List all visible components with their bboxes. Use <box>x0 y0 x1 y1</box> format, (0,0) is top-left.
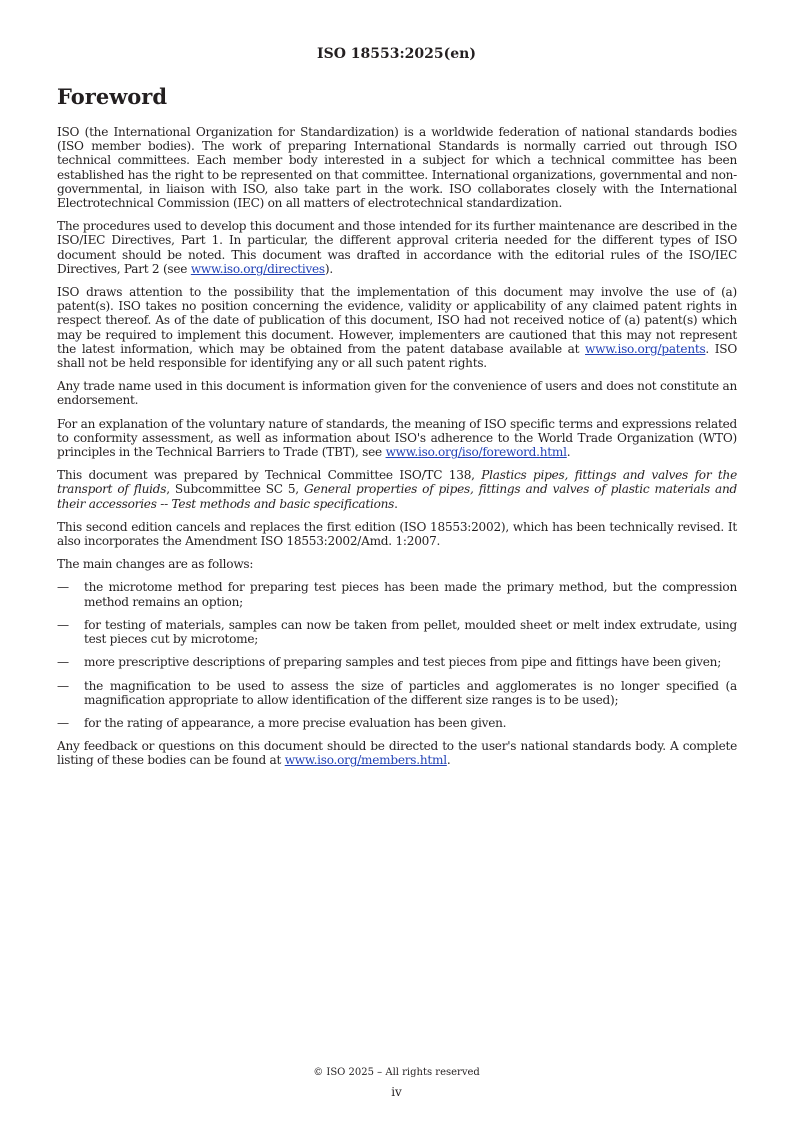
paragraph-text: . <box>446 753 451 768</box>
paragraph-text: The main changes are as follows: <box>57 557 254 572</box>
paragraph-text: . <box>566 445 571 460</box>
paragraph-text: ISO (the International Organization for Standardization) is a worldwide federation of national standards bodies (ISO member bodies). The work of preparing International Standards is normally carried out through ISO technical committees. Each member body interested in a subject for which a technical committee has been established has the right to be represented on that committee. International organizations, governmental and non-governmental, in liaison with ISO, also take part in the work. ISO collaborates closely with the International Electrotechnical Commission (IEC) on all matters of electrotechnical standardization. <box>57 125 737 211</box>
paragraph-text: This document was prepared by Technical Committee ISO/TC 138, <box>57 468 482 483</box>
dash-bullet: — <box>57 580 69 595</box>
list-item-text: the microtome method for preparing test pieces has been made the primary method, but the compression method remains an option; <box>84 580 737 609</box>
paragraph-trade-name <box>57 379 737 407</box>
paragraph-committee <box>57 468 737 511</box>
document-id-header: ISO 18553:2025(en) <box>317 46 476 62</box>
list-item <box>57 618 737 646</box>
paragraph-text: . ISO shall not be held responsible for identifying any or all such patent rights. <box>57 341 738 371</box>
copyright-notice: © ISO 2025 – All rights reserved <box>313 1067 480 1078</box>
paragraph-text: The procedures used to develop this document and those intended for its further maintenance are described in the ISO/IEC Directives, Part 1. In particular, the different approval criteria needed for the different types of ISO document should be noted. This document was drafted in accordance with the editorial rules of the ISO/IEC Directives, Part 2 (see <box>57 219 737 276</box>
foreword-section <box>57 84 737 777</box>
paragraph-text: Any trade name used in this document is information given for the convenience of users and does not constitute an endorsement. <box>57 379 737 408</box>
paragraph-feedback <box>57 739 737 767</box>
link-members[interactable]: www.iso.org/members.html <box>284 753 447 768</box>
page-number: iv <box>391 1085 402 1099</box>
dash-bullet: — <box>57 715 69 730</box>
list-item-text: for the rating of appearance, a more precise evaluation has been given. <box>84 715 507 730</box>
paragraph-procedures <box>57 219 737 276</box>
subcommittee-title: General properties of pipes, fittings and valves of plastic materials and their accessories -- Test methods and basic specifications <box>57 482 738 511</box>
paragraph-text: This second edition cancels and replaces the first edition (ISO 18553:2002), which has been technically revised. It also incorporates the Amendment ISO 18553:2002/Amd. 1:2007. <box>57 519 737 549</box>
list-item <box>57 655 737 669</box>
paragraph-text: ). <box>324 261 333 276</box>
dash-bullet: — <box>57 655 69 670</box>
list-item-text: the magnification to be used to assess the size of particles and agglomerates is no longer specified (a magnification appropriate to allow identification of the different size ranges is to be used); <box>84 678 737 707</box>
link-patents[interactable]: www.iso.org/patents <box>585 341 706 356</box>
paragraph-patents <box>57 285 737 370</box>
list-item <box>57 580 737 608</box>
list-item <box>57 716 737 730</box>
paragraph-text: ISO draws attention to the possibility that the implementation of this document may involve the use of (a) patent(s). ISO takes no position concerning the evidence, validity or applicability of any claimed patent rights in respect thereof. As of the date of publication of this document, ISO had not received notice of (a) patent(s) which may be required to implement this document. However, implementers are cautioned that this may not represent the latest information, which may be obtained from the patent database available at <box>57 285 737 356</box>
changes-list <box>57 580 737 730</box>
paragraph-text: . <box>394 496 398 511</box>
paragraph-edition <box>57 520 737 548</box>
dash-bullet: — <box>57 617 69 632</box>
link-foreword[interactable]: www.iso.org/iso/foreword.html <box>385 445 567 460</box>
committee-title: Plastics pipes, fittings and valves for the transport of fluids <box>57 468 737 497</box>
paragraph-iso-intro <box>57 125 737 210</box>
section-title: Foreword <box>57 84 168 109</box>
paragraph-text: Any feedback or questions on this document should be directed to the user's national standards body. A complete listing of these bodies can be found at <box>57 739 737 768</box>
paragraph-changes-intro <box>57 557 737 571</box>
paragraph-text: , Subcommittee SC 5, <box>166 482 304 497</box>
list-item-text: more prescriptive descriptions of preparing samples and test pieces from pipe and fittings have been given; <box>84 655 722 670</box>
list-item <box>57 679 737 707</box>
paragraph-voluntary-nature <box>57 417 737 460</box>
dash-bullet: — <box>57 678 69 693</box>
link-directives[interactable]: www.iso.org/directives <box>190 261 325 276</box>
list-item-text: for testing of materials, samples can now be taken from pellet, moulded sheet or melt index extrudate, using test pieces cut by microtome; <box>84 617 737 647</box>
paragraph-text: For an explanation of the voluntary nature of standards, the meaning of ISO specific terms and expressions related to conformity assessment, as well as information about ISO's adherence to the World Trade Organization (WTO) principles in the Technical Barriers to Trade (TBT), see <box>57 416 737 460</box>
